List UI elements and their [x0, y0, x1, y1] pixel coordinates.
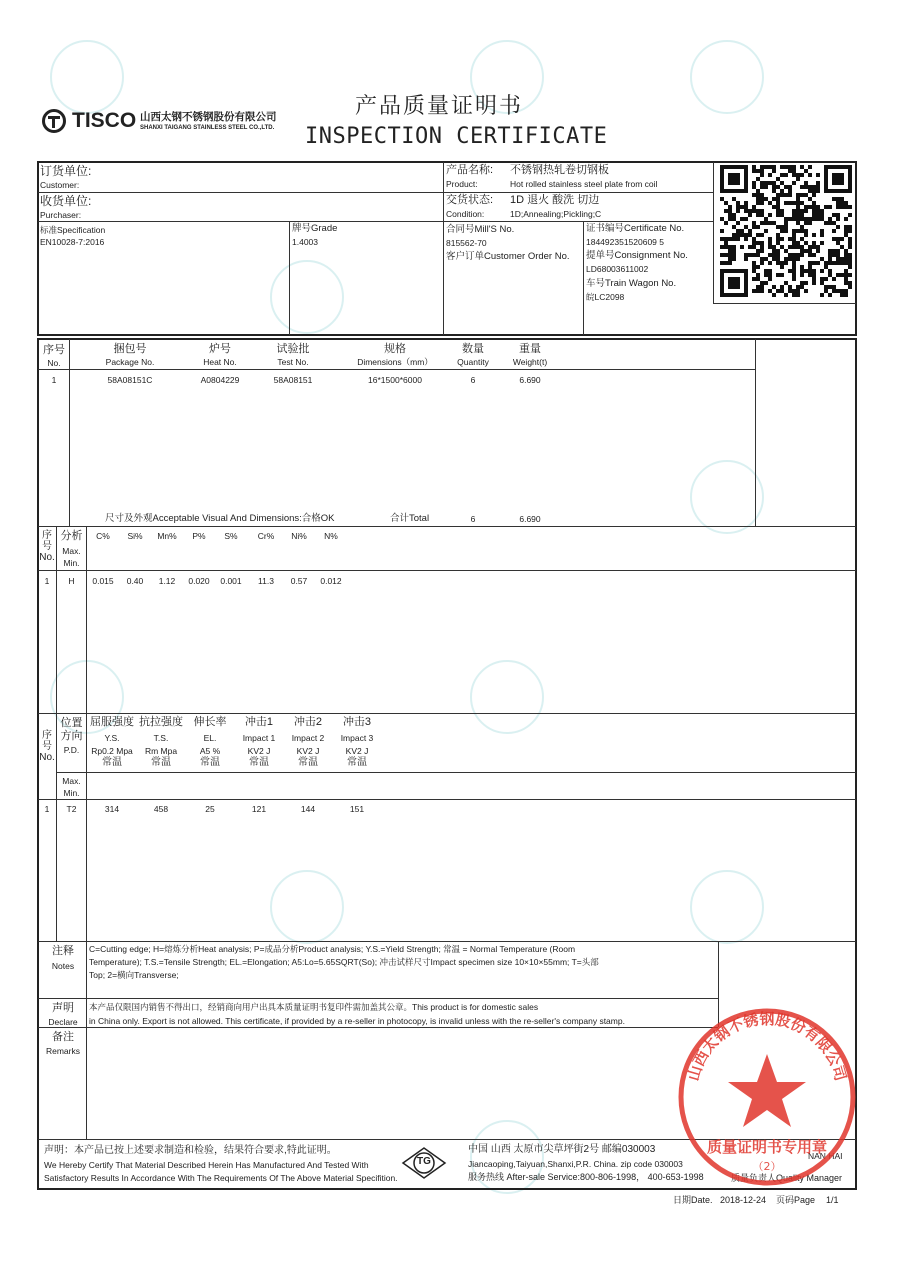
wagon-value: 皖LC2098 — [586, 292, 625, 302]
quality-manager: 质量负责人Quality Manager — [731, 1173, 843, 1183]
total-label: 合计Total — [390, 513, 430, 524]
company-name-cn: 山西太钢不锈钢股份有限公司 — [140, 111, 277, 123]
total-weight: 6.690 — [519, 514, 541, 524]
condition-label-cn: 交货状态: — [446, 194, 494, 206]
product-label-en: Product: — [446, 179, 478, 189]
certify-statement-en-1: We Hereby Certify That Material Described Herein Has Manufactured And Tested With — [44, 1160, 369, 1170]
page-value: 1/1 — [826, 1195, 839, 1205]
title-cn: 产品质量证明书 — [355, 93, 524, 118]
purchaser-label-cn: 收货单位: — [40, 194, 92, 208]
consignment-value: LD68003611002 — [586, 264, 649, 274]
consignment-label: 提单号Consignment No. — [586, 250, 688, 261]
mill-no-value: 815562-70 — [446, 238, 487, 248]
condition-value-cn: 1D 退火 酸洗 切边 — [510, 194, 600, 206]
qr-code — [720, 165, 852, 297]
grade-label: 牌号Grade — [292, 223, 338, 234]
svg-text:（2）: （2） — [752, 1160, 782, 1173]
address-cn: 中国 山西 太原市尖草坪街2号 邮编030003 — [468, 1144, 656, 1155]
tg-emblem: TG — [401, 1146, 447, 1180]
wagon-label: 车号Train Wagon No. — [586, 278, 677, 289]
chem-analysis-label: 分析 — [60, 530, 83, 542]
logo-text: TISCO — [72, 109, 137, 132]
date-value: 2018-12-24 — [720, 1195, 767, 1205]
page-label: 页码Page — [776, 1195, 816, 1205]
product-value-cn: 不锈钢热轧卷切钢板 — [510, 164, 609, 176]
certificate-page: TISCO 山西太钢不锈钢股份有限公司 SHANXI TAIGANG STAINLESS STEEL CO.,LTD. 产品质量证明书 INSPECTION CERTIFICATE 订货单位: Customer: 收货单位: Purchaser: 标准Specification EN10028-7:2016 牌号Grade 1.4003 产品名称: Product: 不锈钢热轧卷切钢板 Hot rolled stainless steel plate from coil 交货状态: Condition: 1D 退火 酸洗 切边 1D;Annealing;Pickling;C 合同号Mill'S No. 815562-70 客户订单Customer Order No. 证书编号Certificate No. 184492351520609 5 提单号Consignment No. LD68003611002 车号Train Wagon No. 皖LC2098 序号 No. 捆包号 Package No. 炉号 Heat No. 试验批 Test No. 规格 Dimensions（mm） 数量 Quantity 重量 Weight(t) 1 58A08151C A0804229 58A08151 16*1500*6000 6 6.690 尺寸及外观Acceptable Visual And Dimensions:合格OK 合计Total 6 6.690 序号No. 分析 Max. Min. C% Si% Mn% P% S% Cr% Ni% N% 1 H 0.015 0.40 1.12 0.020 0.001 11.3 0.57 0.012 序号No. 位置方向 P.D. 屈服强度 Y.S. Rp0.2 Mpa 常温 抗拉强度 T.S. Rm Mpa 常温 伸长率 EL. A5 % 常温 冲击1 Impact 1 KV2 J 常温 冲击2 Impact 2 KV2 J 常温 冲击3 Impact 3 KV2 J 常温 Max. Min. 1 T2 314 458 25 121 144 151 注释 Notes C=Cutting edge; H=熔炼分析Heat analysis; P=成品分析Product analysis; Y.S.=Yield Strength; 常温 = Normal Temperature (Room Temperature); T.S.=Tensile Strength; EL.=Elongation; A5:Lo=5.65SQRT(So); 冲击试样尺寸Impact specimen size 10×10×55mm; T=头部 Top; 2=横向Transverse; 声明 Declare 本产品仅限国内销售不得出口，经销商向用户出具本质量证明书复印件需加盖其公章。This product is for domestic sales in China only. Export is not allowed. This certificate, if provided by a re-seller in photocopy, is invalid unless with the re-seller's company stamp. 备注 Remarks 声明：本产品已按上述要求制造和检验，结果符合要求,特此证明。 We Hereby Certify That Material Described Herein Has Manufactured And Tested With Satisfactory Results In Accordance With The Requirements Of The Above Material Specifition. TG 中国 山西 太原市尖草坪街2号 邮编030003 Jiancaoping,Taiyuan,Shanxi,P.R. China. zip code 030003 服务热线 After-sale Service:800-806-1998， 400-653-1998 NAN HAI 质量负责人Quality Manager 日期Date. 2018-12-24 页码Page 1/1 山西太钢不锈钢股份有限公司 质量证明书专用章 （2） — [0, 0, 900, 1272]
product-label-cn: 产品名称: — [446, 164, 494, 176]
svg-text:山西太钢不锈钢股份有限公司: 山西太钢不锈钢股份有限公司 — [684, 1010, 850, 1083]
condition-value-en: 1D;Annealing;Pickling;C — [510, 209, 602, 219]
order-no-label: 客户订单Customer Order No. — [446, 251, 570, 262]
declare-line-1: 本产品仅限国内销售不得出口，经销商向用户出具本质量证明书复印件需加盖其公章。This product is for domestic sales — [89, 1002, 539, 1012]
tisco-logo — [42, 109, 66, 133]
mech-no-label: 序号No. — [39, 730, 55, 763]
cert-no-label: 证书编号Certificate No. — [586, 223, 685, 234]
declare-label-en: Declare — [48, 1017, 78, 1027]
declare-label-cn: 声明 — [52, 1002, 74, 1014]
customer-label-cn: 订货单位: — [40, 164, 92, 178]
spec-value: EN10028-7:2016 — [40, 237, 105, 247]
mill-no-label: 合同号Mill'S No. — [446, 224, 515, 235]
product-value-en: Hot rolled stainless steel plate from coil — [510, 179, 658, 189]
total-quantity: 6 — [470, 514, 476, 524]
grade-value: 1.4003 — [292, 237, 318, 247]
certify-statement-cn: 声明：本产品已按上述要求制造和检验，结果符合要求,特此证明。 — [44, 1145, 337, 1156]
svg-text:质量证明书专用章: 质量证明书专用章 — [706, 1138, 828, 1156]
notes-line-3: Top; 2=横向Transverse; — [89, 970, 179, 980]
notes-label-cn: 注释 — [52, 945, 74, 957]
purchaser-label-en: Purchaser: — [40, 210, 82, 220]
hotline: 服务热线 After-sale Service:800-806-1998， 400-653-1998 — [468, 1172, 704, 1182]
company-name-en: SHANXI TAIGANG STAINLESS STEEL CO.,LTD. — [140, 125, 275, 131]
notes-line-2: Temperature); T.S.=Tensile Strength; EL.=Elongation; A5:Lo=5.65SQRT(So); 冲击试样尺寸Impact specimen size 10×10×55mm; T=头部 — [89, 957, 599, 967]
remarks-label-cn: 备注 — [52, 1031, 74, 1043]
date-label: 日期Date. — [673, 1195, 713, 1205]
chem-no-label: 序号No. — [39, 530, 55, 563]
spec-label: 标准Specification — [40, 225, 106, 235]
notes-line-1: C=Cutting edge; H=熔炼分析Heat analysis; P=成品分析Product analysis; Y.S.=Yield Strength; 常温 = Normal Temperature (Room — [89, 944, 576, 954]
certify-statement-en-2: Satisfactory Results In Accordance With The Requirements Of The Above Material Specifition. — [44, 1173, 398, 1183]
cert-no-value: 184492351520609 5 — [586, 237, 664, 247]
address-en: Jiancaoping,Taiyuan,Shanxi,P.R. China. zip code 030003 — [468, 1159, 683, 1169]
condition-label-en: Condition: — [446, 209, 485, 219]
company-seal-stamp — [672, 1002, 862, 1192]
notes-label-en: Notes — [51, 961, 75, 971]
signer-name: NAN HAI — [808, 1151, 843, 1161]
declare-line-2: in China only. Export is not allowed. This certificate, if provided by a re-seller in photocopy, is invalid unless with the re-seller's company stamp. — [89, 1016, 625, 1026]
mech-position-cn: 位置方向 — [60, 717, 83, 742]
customer-label-en: Customer: — [40, 180, 80, 190]
remarks-label-en: Remarks — [45, 1046, 80, 1056]
visual-inspection-result: 尺寸及外观Acceptable Visual And Dimensions:合格OK — [105, 513, 335, 524]
title-en: INSPECTION CERTIFICATE — [305, 124, 608, 149]
